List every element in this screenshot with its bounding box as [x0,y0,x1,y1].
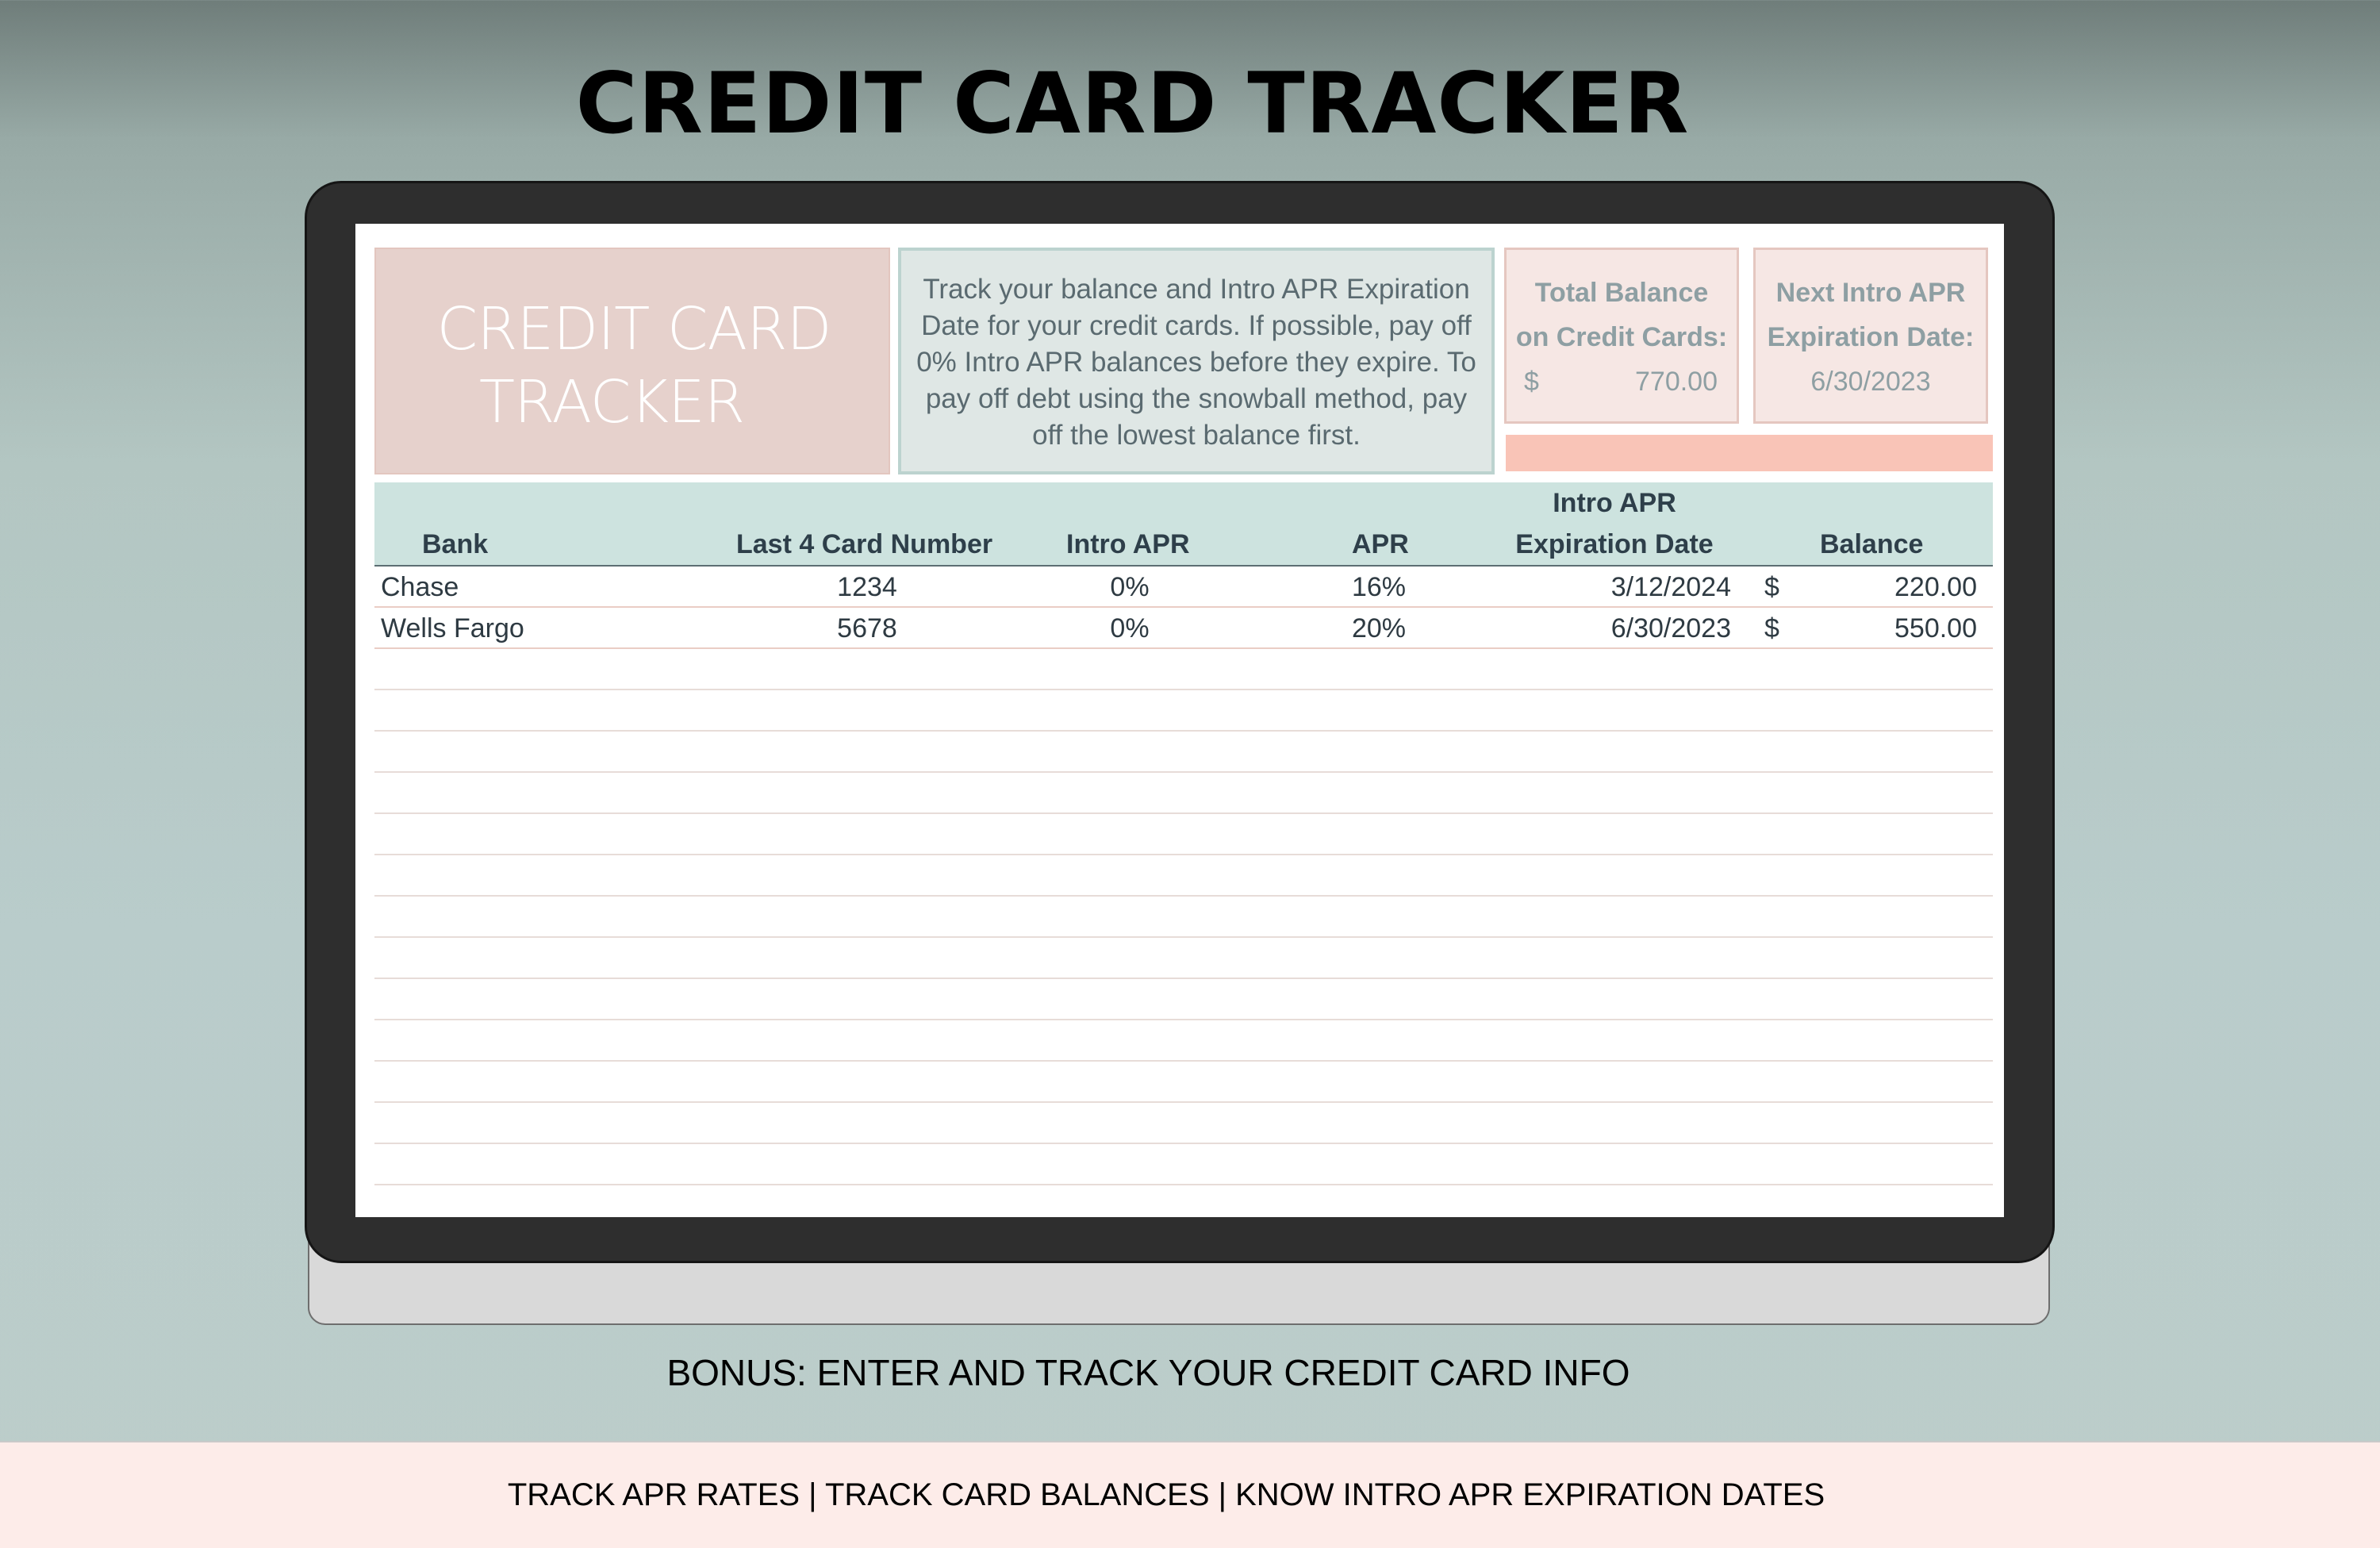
logo-line-2: TRACKER [478,368,745,436]
total-balance-amount[interactable]: 770.00 [1635,367,1718,397]
cell-expiration[interactable]: 6/30/2023 [1610,613,1731,643]
empty-table-row[interactable] [374,773,1993,814]
cell-intro-apr[interactable]: 0% [1110,613,1150,643]
spreadsheet-screen [355,224,2004,1217]
next-expiration-date[interactable]: 6/30/2023 [1810,367,1931,397]
page-title: CREDIT CARD TRACKER [575,55,1690,152]
bonus-caption: BONUS: ENTER AND TRACK YOUR CREDIT CARD INFO [666,1352,1630,1393]
header-last4[interactable]: Last 4 Card Number [736,529,993,559]
header-balance[interactable]: Balance [1820,529,1924,559]
cell-last4[interactable]: 5678 [837,613,897,643]
empty-table-row[interactable] [374,855,1993,897]
header-apr[interactable]: APR [1352,529,1409,559]
empty-table-row[interactable] [374,814,1993,855]
empty-table-row[interactable] [374,979,1993,1020]
empty-table-row[interactable] [374,1020,1993,1062]
next-expiration-label-2: Expiration Date: [1767,322,1975,352]
table-row[interactable] [374,608,1993,649]
next-expiration-label-1: Next Intro APR [1775,278,1966,308]
header-expiration-line-2: Expiration Date [1515,529,1714,559]
header-expiration[interactable] [1484,482,1745,565]
header-expiration-line-1: Intro APR [1553,488,1676,518]
cell-currency: $ [1764,572,1779,602]
total-balance-label-2: on Credit Cards: [1515,322,1728,352]
cell-bank[interactable]: Wells Fargo [381,613,524,643]
total-balance-currency: $ [1524,367,1539,397]
empty-table-row[interactable] [374,897,1993,938]
next-expiration-box [1753,248,1988,424]
cell-balance[interactable]: 220.00 [1894,572,1977,602]
table-header [374,482,1993,567]
total-balance-label-1: Total Balance [1534,278,1709,308]
footer-banner [0,1441,2380,1548]
card-table-body [374,567,1993,1185]
empty-table-row[interactable] [374,649,1993,690]
cell-expiration[interactable]: 3/12/2024 [1610,572,1731,602]
header-bank[interactable]: Bank [422,529,489,559]
empty-table-row[interactable] [374,732,1993,773]
cell-balance[interactable]: 550.00 [1894,613,1977,643]
total-balance-box [1504,248,1739,424]
instructions-panel [898,248,1495,474]
footer-features-text: TRACK APR RATES | TRACK CARD BALANCES | KNOW INTRO APR EXPIRATION DATES [507,1477,1825,1512]
cell-bank[interactable]: Chase [381,572,459,602]
cell-apr[interactable]: 20% [1351,613,1407,643]
header-intro-apr[interactable]: Intro APR [1066,529,1190,559]
cell-currency: $ [1764,613,1779,643]
tracker-logo [374,248,890,474]
empty-table-row[interactable] [374,1103,1993,1144]
logo-line-1: CREDIT CARD [436,295,831,363]
cell-apr[interactable]: 16% [1351,572,1407,602]
highlight-bar [1506,435,1993,471]
empty-table-row[interactable] [374,1062,1993,1103]
cell-intro-apr[interactable]: 0% [1110,572,1150,602]
empty-table-row[interactable] [374,938,1993,979]
empty-table-row[interactable] [374,1144,1993,1185]
empty-table-row[interactable] [374,690,1993,732]
instructions-text: Track your balance and Intro APR Expiration Date for your credit cards. If possible, pay off 0% Intro APR balances before they expire. To pay off debt using the snowball method, pay off the lowest balance first. [916,274,1476,451]
table-row[interactable] [374,567,1993,608]
cell-last4[interactable]: 1234 [837,572,897,602]
